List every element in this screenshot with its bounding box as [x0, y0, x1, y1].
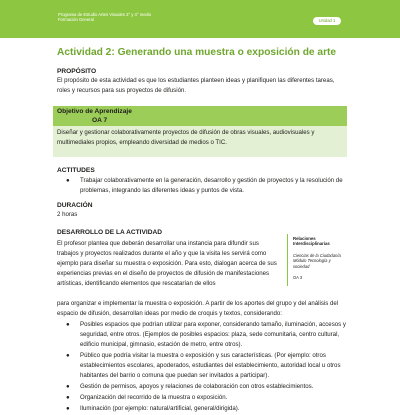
list-item-text: Organización del recorrido de la muestra o exposición. [80, 394, 228, 401]
list-item [57, 351, 347, 381]
bullet-icon: ● [66, 177, 70, 184]
duracion-heading: DURACIÓN [57, 202, 93, 209]
list-item [57, 382, 347, 392]
page-header [0, 0, 400, 38]
objective-heading: Objetivo de Aprendizaje [57, 108, 132, 115]
objective-code: OA 7 [92, 117, 108, 124]
desarrollo-paragraph-1: El profesor plantea que deberán desarrollar una instancia para difundir sus trabajos y proyectos realizados durante el año y que la visita les servirá como ejemplo para diseñar su muestra o exposición. Para esto, dialogan acerca de sus experiencias previas en el diseño de proyectos de difusión de manifestaciones artísticas, identificando elementos que rescatarían de ellos [57, 240, 277, 287]
bullet-icon: ● [66, 405, 70, 412]
list-item-text: Iluminación (por ejemplo: natural/artificial, general/dirigida). [80, 405, 240, 412]
list-item-text: Público que podría visitar la muestra o exposición y sus características. (Por ejemplo: otros establecimientos escolares, apoderados, estudiantes del establecimiento, autoridad local u otros habitantes del barrio o comuna que puedan ser invitados a participar). [80, 352, 341, 379]
program-line-1: Programa de Estudio Artes Visuales 3° y 4° medio [58, 12, 152, 17]
list-item-text: Posibles espacios que podrían utilizar para exponer, considerando tamaño, iluminación, accesos y seguridad, entre otros. (Ejemplos de posibles espacios: plaza, sede comunitaria, centro cultural, edificio municipal, gimnasio, estación de metro, entre otros). [80, 321, 346, 348]
list-item-text: Trabajar colaborativamente en la generación, desarrollo y gestión de proyectos y la resolución de problemas, integrando las diferentes ideas y puntos de vista. [80, 177, 343, 194]
bullet-icon: ● [66, 394, 70, 401]
sidebar-code: OA 3 [293, 275, 303, 280]
unit-badge: Unidad 1 [313, 17, 341, 25]
objective-text: Diseñar y gestionar colaborativamente proyectos de difusión de obras visuales, audiovisuales y multimediales propios, empleando diversidad de medios o TIC. [57, 129, 315, 146]
sidebar-subject: Ciencias de la Ciudadanía Módulo Tecnología y sociedad [293, 253, 341, 269]
desarrollo-paragraph-2: para organizar e implementar la muestra o exposición. A partir de los aportes del grupo y del análisis del espacio de difusión, desarrollan ideas por medio de croquis y textos, considerando: [57, 300, 339, 317]
list-item [57, 393, 347, 403]
bullet-icon: ● [66, 352, 70, 359]
proposito-heading: PROPÓSITO [57, 68, 97, 75]
bullet-icon: ● [66, 383, 70, 390]
list-item [57, 404, 347, 414]
list-item-text: Gestión de permisos, apoyos y relaciones de colaboración con otros establecimientos. [80, 383, 314, 390]
desarrollo-list [57, 320, 347, 415]
program-name [58, 12, 151, 23]
actitudes-heading: ACTITUDES [57, 167, 95, 174]
actitudes-list [57, 176, 347, 197]
desarrollo-heading: DESARROLLO DE LA ACTIVIDAD [57, 229, 163, 236]
bullet-icon: ● [66, 321, 70, 328]
duracion-value: 2 horas [57, 211, 78, 218]
proposito-text: El propósito de esta actividad es que los estudiantes planteen ideas y planifiquen las diferentes tareas, roles y recursos para sus proyectos de difusión. [57, 77, 335, 94]
sidebar-heading: Relaciones Interdisciplinarias [293, 236, 330, 247]
list-item [57, 176, 347, 196]
activity-title: Actividad 2: Generando una muestra o exposición de arte [57, 47, 337, 58]
list-item [57, 320, 347, 350]
program-line-2: Formación General [58, 17, 94, 23]
